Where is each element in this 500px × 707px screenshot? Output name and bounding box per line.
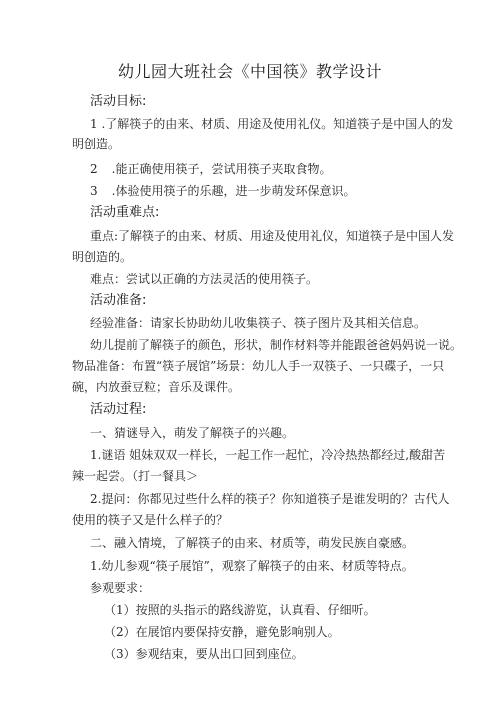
- requirement-item-1: （1）按照的头指示的路线游览，认真看、仔细听。: [104, 603, 376, 617]
- goal-item-2-text: .能正确使用筷子，尝试用筷子夹取食物。: [111, 162, 332, 176]
- preparation-paragraph-line2: 物品准备：布置“筷子展馆”场景：幼儿人手一双筷子、一只碟子，一只: [72, 359, 445, 373]
- key-point-line1: 重点:了解筷子的由来、材质、用途及使用礼仪，知道筷子是中国人发: [90, 229, 455, 243]
- requirement-item-3: （3）参观结束，要从出口回到座位。: [104, 647, 304, 661]
- visit-instruction: 1.幼儿参观“筷子展馆”，观察了解筷子的由来、材质等特点。: [90, 559, 414, 573]
- goals-heading: 活动目标:: [90, 94, 147, 109]
- process-heading: 活动过程:: [90, 402, 147, 417]
- question-line2: 使用的筷子又是什么样子的？: [72, 513, 229, 527]
- riddle-line2: 辣一起尝。（打一餐具＞: [72, 469, 199, 483]
- preparation-heading: 活动准备:: [90, 293, 147, 308]
- process-step-1: 一、猜谜导入，萌发了解筷子的兴趣。: [90, 426, 295, 440]
- document-title: 幼儿园大班社会《中国筷》教学设计: [117, 62, 382, 81]
- key-points-heading: 活动重难点:: [90, 205, 160, 220]
- question-line1: 2.提问：你都见过些什么样的筷子？你知道筷子是谁发明的？古代人: [90, 492, 450, 506]
- preparation-paragraph-line1: 幼儿提前了解筷子的颜色，形状，制作材料等并能跟爸爸妈妈说一说。: [90, 338, 463, 352]
- goal-item-2: [90, 161, 331, 177]
- goal-item-3: [90, 183, 355, 199]
- goal-item-1-number: 1: [90, 117, 98, 131]
- goal-item-2-number: 2: [90, 162, 98, 176]
- goal-item-1-line1: [90, 116, 453, 132]
- requirement-item-2: （2）在展馆内要保持安静，避免影响别人。: [104, 625, 340, 639]
- goal-item-3-text: .体验使用筷子的乐趣，进一步萌发环保意识。: [111, 184, 356, 198]
- goal-item-1-text: .了解筷子的由来、材质、用途及使用礼仪。知道筷子是中国人的发: [101, 117, 454, 131]
- requirements-label: 参观要求：: [90, 581, 151, 595]
- experience-preparation: 经验准备：请家长协助幼儿收集筷子、筷子图片及其相关信息。: [90, 316, 427, 330]
- key-point-line2: 明创造的。: [72, 250, 133, 264]
- goal-item-3-number: 3: [90, 184, 98, 198]
- preparation-paragraph-line3: 碗，内放蚕豆粒；音乐及课件。: [72, 380, 241, 394]
- goal-item-1-line2: 明创造。: [72, 137, 121, 151]
- difficulty-point: 难点：尝试以正确的方法灵活的使用筷子。: [90, 272, 319, 286]
- riddle-line1: 1.谜语 姐妹双双一样长，一起工作一起忙，冷冷热热都经过,酸甜苦: [90, 448, 446, 462]
- process-step-2: 二、融入情境，了解筷子的由来、材质等，萌发民族自豪感。: [90, 536, 415, 550]
